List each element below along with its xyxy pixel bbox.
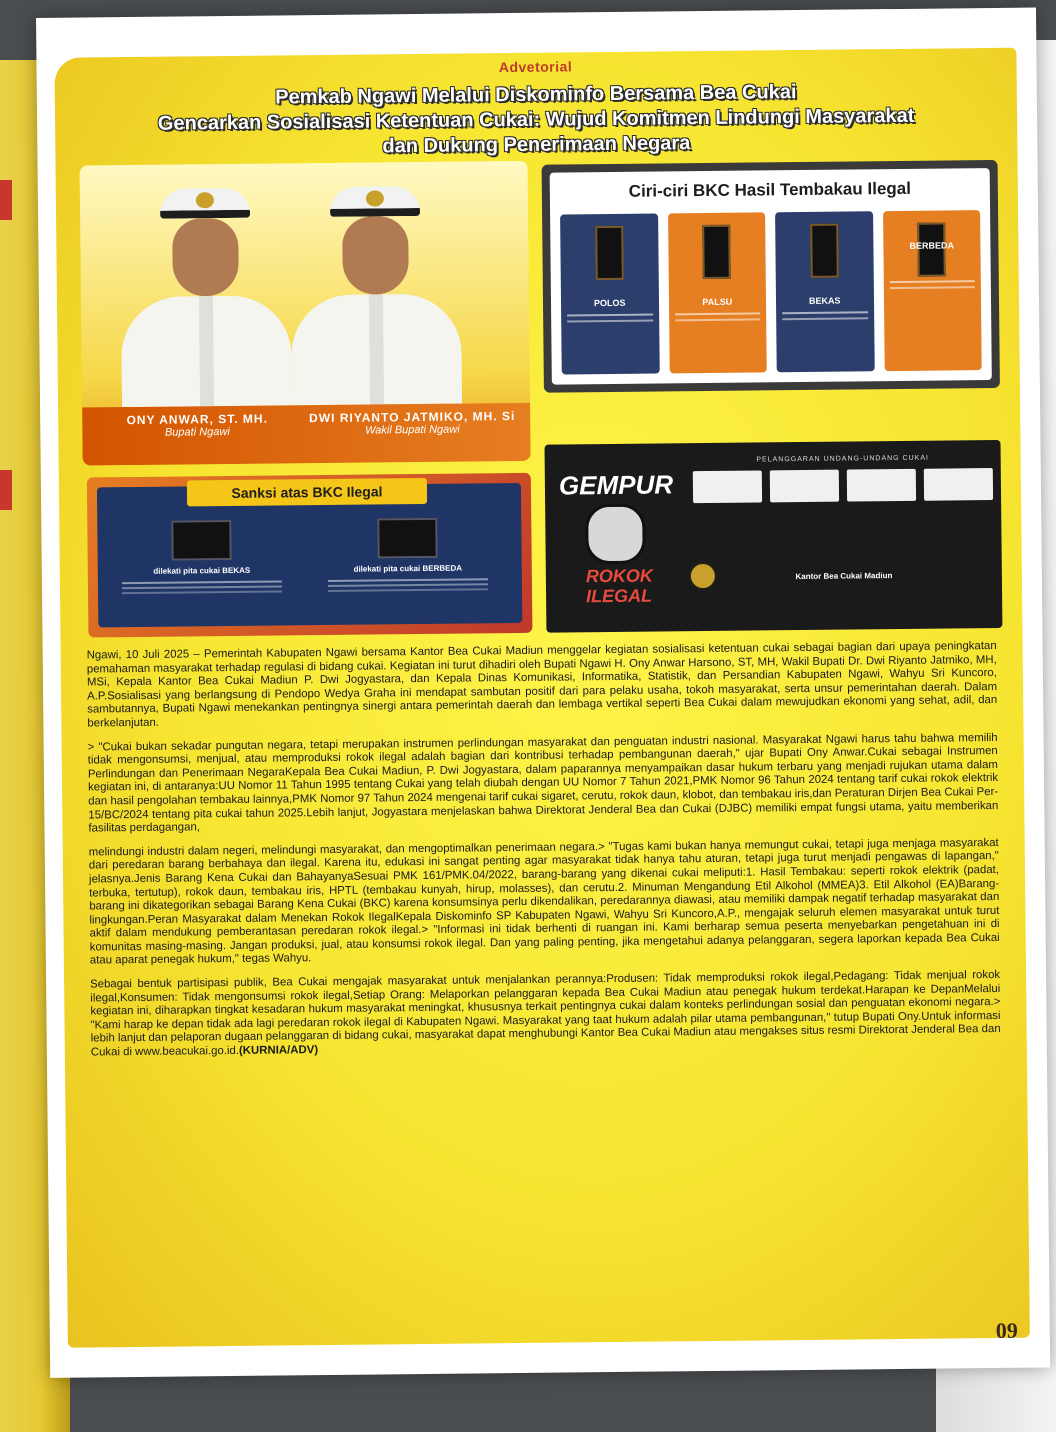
infographic-sanksi bbox=[87, 473, 533, 638]
name-banner bbox=[82, 403, 531, 466]
office-name: Kantor Bea Cukai Madiun bbox=[795, 571, 893, 582]
campaign-word: GEMPUR bbox=[558, 469, 674, 501]
category-label: PALSU bbox=[702, 296, 733, 308]
headline-line-2: Gencarkan Sosialisasi Ketentuan Cukai: Wujud Komitmen Lindungi Masyarakat bbox=[157, 104, 915, 135]
product-icons bbox=[693, 468, 993, 503]
category-label: BEKAS bbox=[808, 295, 841, 306]
red-marker bbox=[0, 470, 12, 510]
campaign-word: ILEGAL bbox=[585, 585, 653, 607]
article-paragraph: Ngawi, 10 Juli 2025 – Pemerintah Kabupaten Ngawi bersama Kantor Bea Cukai Madiun menggelar kegiatan sosialisasi ketentuan cukai sebagai bagian dari upaya peningkatan pemahaman masyarakat terhadap regulasi di bidang cukai. Kegiatan ini turut dihadiri oleh Bupati Ngawi H. Ony Anwar Harsono, ST, MH, Wakil Bupati Dr. Dwi Riyanto Jatmiko, MH, MSi, Kepala Kantor Bea Cukai Madiun P. Dwi Jogyastara, dan Kepala Dinas Komunikasi, Informatika, Statistik, dan Persandian Kabupaten Ngawi, Wahyu Sri Kuncoro, A.P.Sosialisasi yang berlangsung di Pendopo Wedya Graha ini mendapat sambutan positif dari para pelaku usaha, tokoh masyarakat, serta unsur pemerintahan daerah. Dalam sambutannya, Bupati Ngawi menekankan pentingnya sinergi antara pemerintah daerah dan lembaga vertikal seperti Bea Cukai dalam mewujudkan ekonomi yang sehat, adil, dan berkelanjutan. bbox=[86, 639, 998, 730]
sanction-caption: dilekati pita cukai BERBEDA bbox=[353, 563, 463, 574]
sanction-caption: dilekati pita cukai BEKAS bbox=[153, 565, 251, 576]
magazine-page bbox=[36, 8, 1050, 1378]
cigarette-pack-icon bbox=[171, 520, 231, 561]
campaign-word: ROKOK bbox=[585, 565, 653, 587]
red-marker bbox=[0, 180, 12, 220]
official-name: DWI RIYANTO JATMIKO, MH. Si bbox=[309, 409, 516, 426]
headline-line-1: Pemkab Ngawi Melalui Diskominfo Bersama Bea Cukai bbox=[275, 81, 797, 109]
category-card bbox=[560, 214, 659, 375]
official-role: Wakil Bupati Ngawi bbox=[364, 423, 460, 437]
article-paragraph bbox=[90, 969, 1001, 1060]
sanction-item bbox=[111, 519, 292, 584]
category-label: BERBEDA bbox=[909, 240, 954, 251]
article-paragraph: melindungi industri dalam negeri, melindungi masyarakat, dan mengoptimalkan penerimaan negara.> "Tugas kami bukan hanya memungut cukai, tetapi juga menjaga masyarakat dari peredaran barang berbahaya dan ilegal. Karena itu, edukasi ini sangat penting agar masyarakat tidak hanya tahu aturan, tetapi juga turut menjadi pengawas di lapangan," jelasnya.Jenis Barang Kena Cukai dan BahayanyaSesuai PMK 161/PMK.04/2022, barang-barang yang dikenai cukai meliputi:1. Hasil Tembakau: seperti rokok elektrik (padat, terbuka, tertutup), rokok daun, tembakau iris, HPTL (tembakau kunyah, hirup, molasses), dan cerutu.2. Minuman Mengandung Etil Alkohol (MMEA)3. Etil Alkohol (EA)Barang-barang ini dikategorikan sebagai Barang Kena Cukai (BKC) karena konsumsinya perlu dikendalikan, peredarannya diawasi, atau memiliki dampak negatif terhadap masyarakat dan lingkungan.Peran Masyarakat dalam Menekan Rokok IlegalKepala Diskominfo SP Kabupaten Ngawi, Wahyu Sri Kuncoro,A.P., mengajak seluruh elemen masyarakat untuk turut aktif dalam mendukung pemberantasan peredaran rokok ilegal.> "Informasi ini tidak berhenti di ruangan ini. Kami berharap semua peserta menyebarkan pengetahuan ini di komunitas masing-masing. Jangan produksi, jual, atau konsumsi rokok ilegal. Dan yang paling penting, jika mengetahui adanya pelanggaran, segera laporkan kepada Bea Cukai atau aparat penegak hukum," tegas Wahyu. bbox=[88, 836, 1000, 967]
infographic-gempur bbox=[544, 440, 1002, 633]
category-label: POLOS bbox=[593, 297, 626, 309]
infographic-title: Ciri-ciri BKC Hasil Tembakau Ilegal bbox=[628, 178, 912, 201]
official-name: ONY ANWAR, ST. MH. bbox=[126, 411, 268, 428]
official-figure bbox=[120, 187, 292, 407]
category-card bbox=[668, 212, 767, 373]
category-card bbox=[775, 211, 874, 372]
cigarette-pack-icon bbox=[595, 226, 624, 280]
page-number: 09 bbox=[995, 1317, 1018, 1344]
official-role: Bupati Ngawi bbox=[164, 425, 230, 439]
officials-photo bbox=[80, 161, 531, 466]
cigarette-pack-icon bbox=[702, 225, 731, 279]
article-body bbox=[87, 640, 1001, 1070]
headline bbox=[55, 78, 1018, 163]
sanction-item bbox=[317, 517, 498, 582]
infographic-ciri bbox=[542, 160, 1000, 393]
fist-icon bbox=[585, 504, 646, 565]
section-label: Advetorial bbox=[498, 58, 573, 76]
official-figure bbox=[290, 186, 462, 406]
category-card bbox=[883, 210, 982, 371]
headline-line-3: dan Dukung Penerimaan Negara bbox=[382, 132, 691, 158]
article-paragraph: > "Cukai bukan sekadar pungutan negara, tetapi merupakan instrumen perlindungan masyarakat dan penguatan industri nasional. Masyarakat Ngawi harus tahu bahwa memilih tidak mengonsumsi, menjual, atau memproduksi rokok ilegal adalah bagian dari kontribusi terhadap pembangunan daerah," ujar Bupati Ony Anwar.Cukai sebagai Instrumen Perlindungan dan Penerimaan NegaraKepala Bea Cukai Madiun, P. Dwi Jogyastara, dalam paparannya menyampaikan dasar hukum terbaru yang menjadi rujukan utama dalam kegiatan ini, di antaranya:UU Nomor 11 Tahun 1995 tentang Cukai yang telah diubah dengan UU Nomor 7 Tahun 2021,PMK Nomor 96 Tahun 2024 tentang tarif cukai rokok elektrik dan hasil pengolahan tembakau lainnya,PMK Nomor 97 Tahun 2024 mengenai tarif cukai sigaret, cerutu, rokok daun, klobot, dan tembakau iris,dan Peraturan Dirjen Bea Cukai Per-15/BC/2024 tentang pita cukai tahun 2025.Lebih lanjut, Jogyastara menjelaskan bahwa Direktorat Jenderal Bea dan Cukai (DJBC) memiliki empat fungsi utama, yaitu memberikan fasilitas perdagangan, bbox=[87, 731, 999, 835]
infographic-title: Sanksi atas BKC Ilegal bbox=[187, 478, 427, 507]
article-text: Sebagai bentuk partisipasi publik, Bea Cukai mengajak masyarakat untuk menjalankan perannya:Produsen: Tidak memproduksi rokok ilegal,Pedagang: Tidak menjual rokok ilegal,Konsumen: Tidak mengonsumsi rokok ilegal,Setiap Orang: Melaporkan pelanggaran kepada Bea Cukai Madiun atau penegak hukum terdekat.Harapan ke DepanMelalui kegiatan ini, diharapkan tingkat kesadaran hukum masyarakat meningkat, khususnya terkait pentingnya cukai dalam konteks perlindungan sosial dan penguatan ekonomi negara.> "Kami harap ke depan tidak ada lagi peredaran rokok ilegal di Kabupaten Ngawi. Masyarakat yang taat hukum adalah pilar utama pembangunan," tutup Bupati Ony.Untuk informasi lebih lanjut dan pelaporan dugaan pelanggaran di bidang cukai, masyarakat dapat menghubungi Kantor Bea Cukai Madiun atau mengakses situs resmi Direktorat Jenderal Bea dan Cukai di www.beacukai.go.id. bbox=[90, 969, 1001, 1059]
panel-caption: PELANGGARAN UNDANG-UNDANG CUKAI bbox=[756, 454, 929, 464]
cigarette-pack-icon bbox=[377, 518, 437, 559]
cigarette-pack-icon bbox=[810, 224, 839, 278]
article-credit: (KURNIA/ADV) bbox=[238, 1044, 319, 1057]
page-background bbox=[54, 48, 1029, 1348]
